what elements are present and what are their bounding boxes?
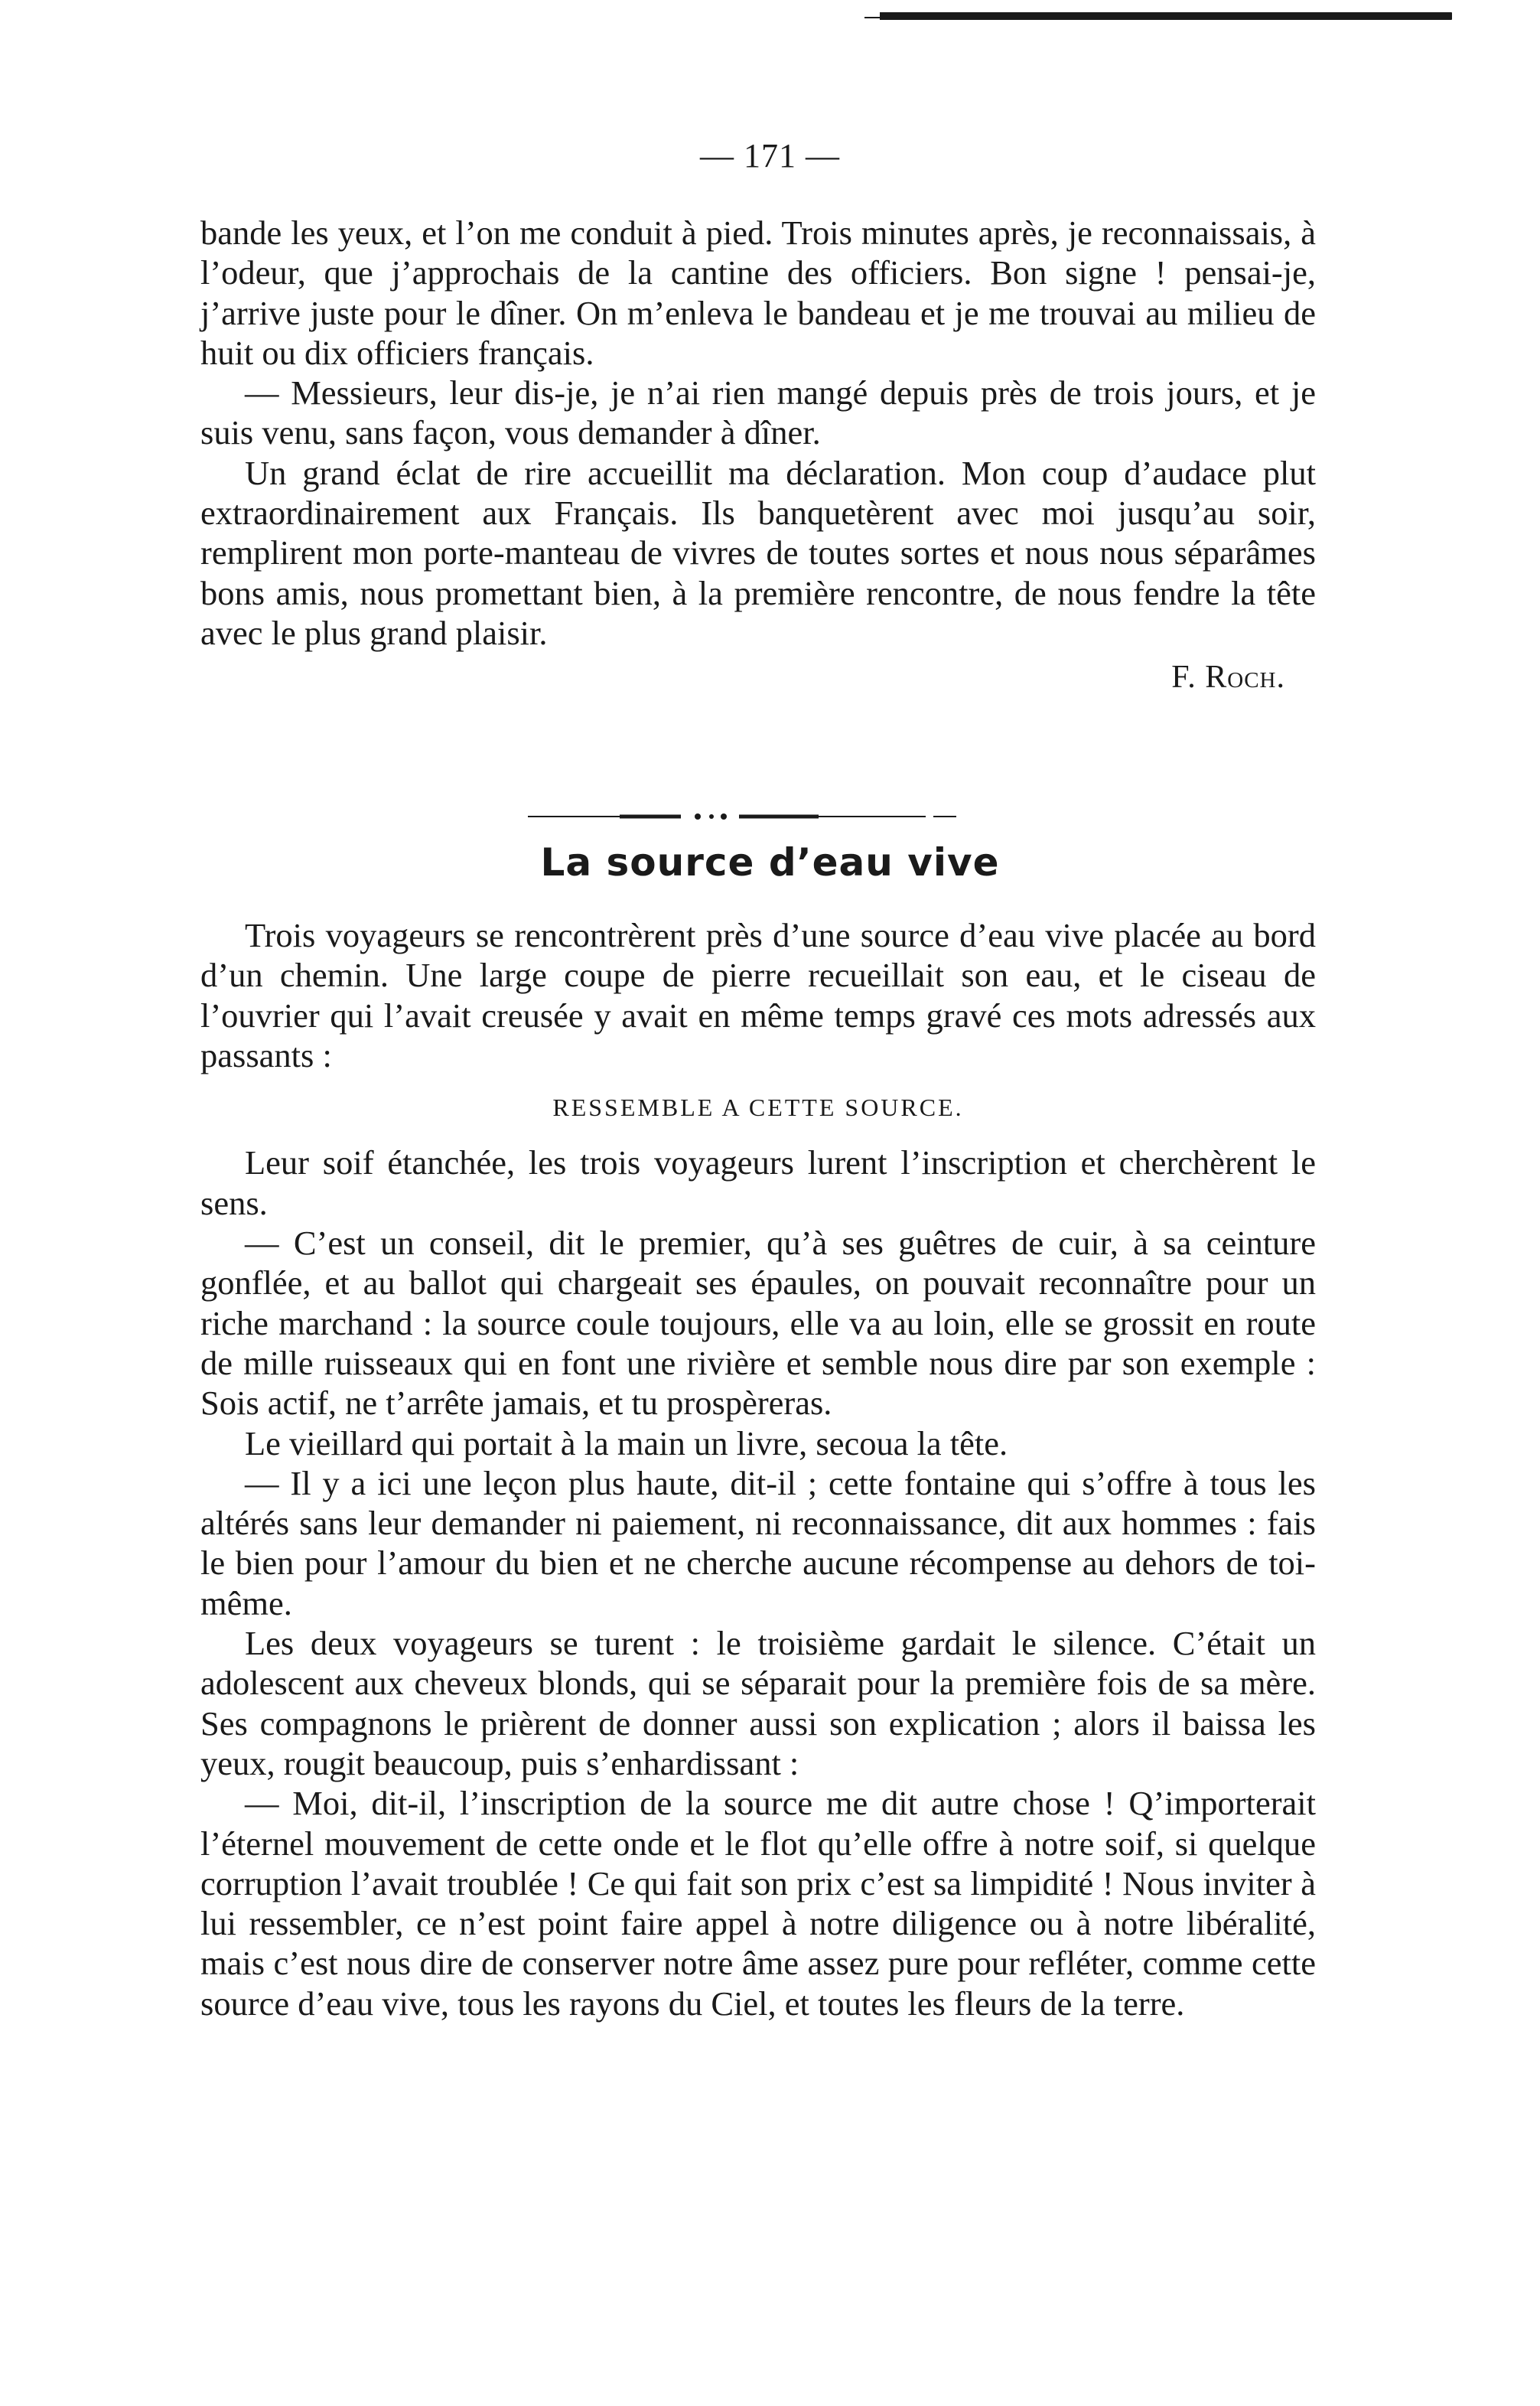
paragraph: Un grand éclat de rire accueillit ma déclaration. Mon coup d’audace plut extraordinairement aux Français. Ils banquetèrent avec moi jusqu’au soir, remplirent mon porte-manteau de vivres de toutes sortes et nous nous séparâmes bons amis, nous promettant bien, à la première rencontre, de nous fendre la tête avec le plus grand plaisir. [200,453,1316,652]
section-title: La source d’eau vive [540,840,1000,885]
paragraph: Trois voyageurs se rencontrèrent près d’une source d’eau vive placée au bord d’un chemin. Une large coupe de pierre recueillait son eau, et le ciseau de l’ouvrier qui l’avait creusée y avait en même temps gravé ces mots adressés aux passants : [200,916,1316,1074]
author-signature [200,657,1316,697]
signature-initial: F. [1171,660,1206,696]
paragraph: — Il y a ici une leçon plus haute, dit-il ; cette fontaine qui s’offre à tous les altérés sans leur demander ni paiement, ni reconnaissance, dit aux hommes : fais le bien pour l’amour du bien et ne cherche aucune récompense au dehors de toi-même. [200,1463,1316,1622]
inscription: RESSEMBLE A CETTE SOURCE. [552,1094,964,1122]
page-number: — 171 — [700,137,840,174]
paragraph: — C’est un conseil, dit le premier, qu’à ses guêtres de cuir, à sa ceinture gonflée, et au ballot qui chargeait ses épaules, on pouvait reconnaître pour un riche marchand : la source coule toujours, elle va au loin, elle se grossit en route de mille ruisseaux qui en font une rivière et semble nous dire par son exemple : Sois actif, ne t’arrête jamais, et tu prospèreras. [200,1224,1316,1423]
paragraph: Le vieillard qui portait à la main un livre, secoua la tête. [245,1423,1008,1462]
paragraph: — Messieurs, leur dis-je, je n’ai rien mangé depuis près de trois jours, et je suis venu, sans façon, vous demander à dîner. [200,373,1316,452]
paragraph: bande les yeux, et l’on me conduit à pied. Trois minutes après, je reconnaissais, à l’odeur, que j’approchais de la cantine des officiers. Bon signe ! pensai-je, j’arrive juste pour le dîner. On m’enleva le bandeau et je me trouvai au milieu de huit ou dix officiers français. [200,214,1316,372]
paragraph: — Moi, dit-il, l’inscription de la source me dit autre chose ! Q’importerait l’éternel mouvement de cette onde et le flot qu’elle offre à notre soif, si quelque corruption l’avait troublée ! Ce qui fait son prix c’est sa limpidité ! Nous inviter à lui ressembler, ce n’est point faire appel à notre diligence ou à notre libéralité, mais c’est nous dire de conserver notre âme assez pure pour refléter, comme cette source d’eau vive, tous les rayons du Ciel, et toutes les fleurs de la terre. [200,1784,1316,2023]
paragraph: Leur soif étanchée, les trois voyageurs lurent l’inscription et cherchèrent le sens. [200,1143,1316,1222]
signature-name: Roch. [1205,660,1285,696]
continued-story [200,213,1316,698]
section-divider-ornament [528,811,956,822]
story-body [200,915,1316,2023]
paragraph: Les deux voyageurs se turent : le troisième gardait le silence. C’était un adolescent aux cheveux blonds, qui se séparait pour la première fois de sa mère. Ses compagnons le prièrent de donner aussi son explication ; alors il baissa les yeux, rougit beaucoup, puis s’enhardissant : [200,1624,1316,1782]
top-rule [880,12,1452,20]
